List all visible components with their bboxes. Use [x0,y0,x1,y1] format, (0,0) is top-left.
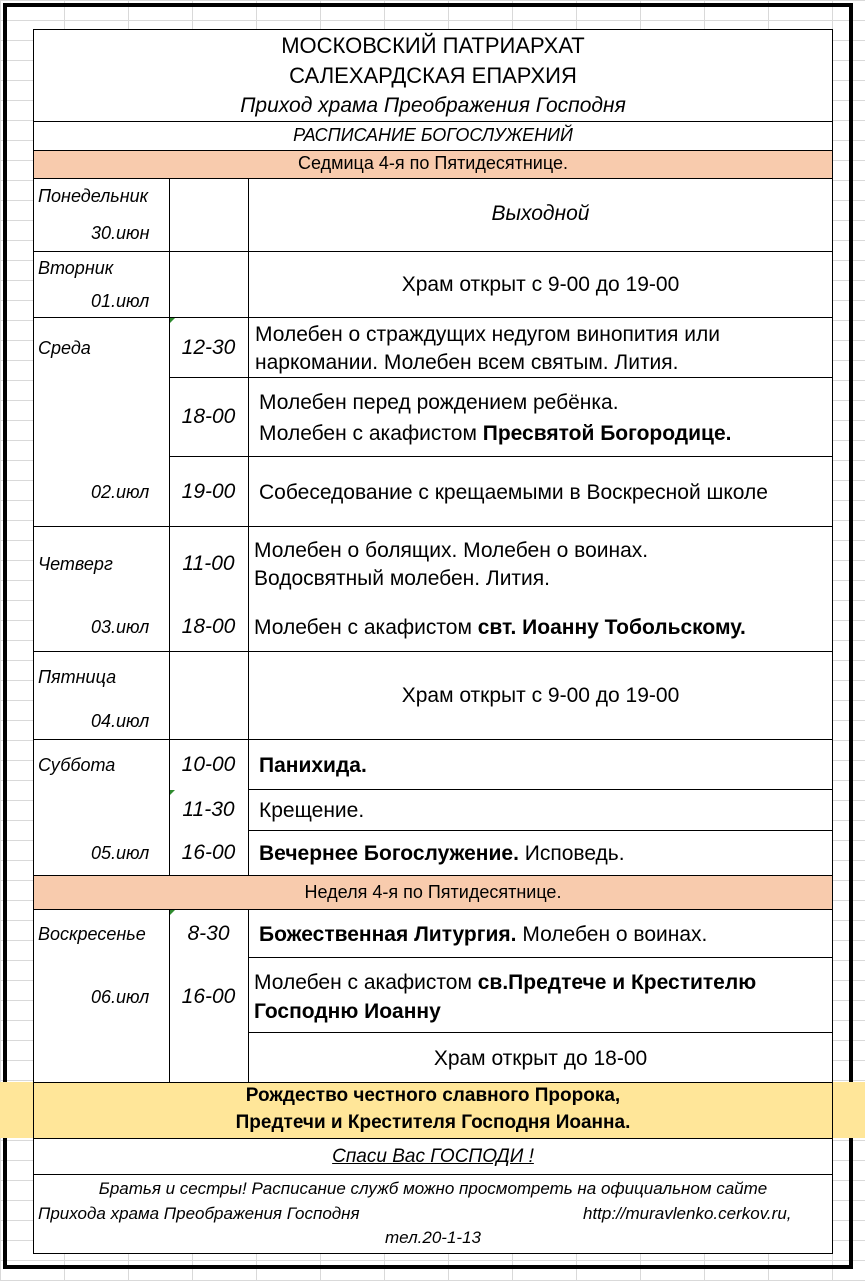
time-wed-1: 12-30 [181,336,236,359]
date-saturday: 05.июл [91,843,150,863]
time-sat-2: 11-30 [182,798,235,821]
week-title-1: Седмица 4-я по Пятидесятнице. [298,153,568,173]
event-sun-2a: Молебен с акафистом св.Предтече и Крестителю [254,971,757,994]
time-wed-2: 18-00 [181,405,236,428]
date-tuesday: 01.июл [91,291,150,311]
event-sun-3: Храм открыт до 18-00 [433,1047,648,1070]
footer-phone: тел.20-1-13 [385,1228,481,1247]
event-sun-1: Божественная Литургия. Молебен о воинах. [259,923,708,946]
event-sat-2: Крещение. [259,799,365,822]
day-sunday: Воскресенье [38,924,146,944]
day-friday: Пятница [38,667,117,687]
feast-line-2: Предтечи и Крестителя Господня Иоанна. [235,1112,631,1133]
cell-marker [170,318,175,323]
patriarchate-title: МОСКОВСКИЙ ПАТРИАРХАТ [281,33,585,58]
event-thu-1b: Водосвятный молебен. Лития. [254,567,550,590]
cell-marker [170,790,175,795]
event-monday: Выходной [491,202,590,225]
event-sat-3: Вечернее Богослужение. Исповедь. [259,842,625,865]
parish-title: Приход храма Преображения Господня [240,94,626,117]
footer-parish: Прихода храма Преображения Господня [38,1204,360,1223]
time-wed-3: 19-00 [181,480,236,503]
day-monday: Понедельник [38,186,149,206]
footer-line-1: Братья и сестры! Расписание служб можно просмотреть на официальном сайте [98,1179,768,1198]
cell-marker [170,910,175,915]
time-sat-3: 16-00 [181,841,236,864]
event-friday: Храм открыт с 9-00 до 19-00 [401,684,680,707]
date-monday: 30.июн [91,223,150,243]
event-wed-2b: Молебен с акафистом Пресвятой Богородице. [259,422,732,445]
event-sun-2b: Господню Иоанну [254,1000,441,1023]
date-wednesday: 02.июл [91,482,150,502]
date-friday: 04.июл [91,711,150,731]
feast-line-1: Рождество честного славного Пророка, [245,1085,621,1106]
week-title-2: Неделя 4-я по Пятидесятнице. [304,882,562,902]
schedule-title: РАСПИСАНИЕ БОГОСЛУЖЕНИЙ [293,125,573,145]
time-sun-2: 16-00 [181,985,236,1008]
event-wed-3: Собеседование с крещаемыми в Воскресной школе [259,481,768,504]
schedule-sheet [33,29,833,1254]
day-tuesday: Вторник [38,258,114,278]
event-wed-1b: наркомании. Молебен всем святым. Лития. [255,351,679,374]
day-thursday: Четверг [38,554,113,574]
date-thursday: 03.июл [91,617,150,637]
time-sat-1: 10-00 [181,753,236,776]
event-thu-1a: Молебен о болящих. Молебен о воинах. [254,539,649,562]
event-wed-1a: Молебен о страждущих недугом винопития или [255,323,720,346]
event-sat-1: Панихида. [259,754,367,777]
time-thu-1: 11-00 [182,552,235,575]
day-saturday: Суббота [38,755,116,775]
footer-website[interactable]: http://muravlenko.cerkov.ru, [583,1204,792,1223]
event-wed-2a: Молебен перед рождением ребёнка. [259,391,619,414]
event-thu-2: Молебен с акафистом свт. Иоанну Тобольскому. [254,616,746,639]
blessing-text: Спаси Вас ГОСПОДИ ! [332,1146,534,1167]
event-tuesday: Храм открыт с 9-00 до 19-00 [401,273,680,296]
time-thu-2: 18-00 [181,615,236,638]
day-wednesday: Среда [38,338,91,358]
eparchy-title: САЛЕХАРДСКАЯ ЕПАРХИЯ [289,63,577,88]
time-sun-1: 8-30 [187,922,230,945]
date-sunday: 06.июл [91,987,150,1007]
